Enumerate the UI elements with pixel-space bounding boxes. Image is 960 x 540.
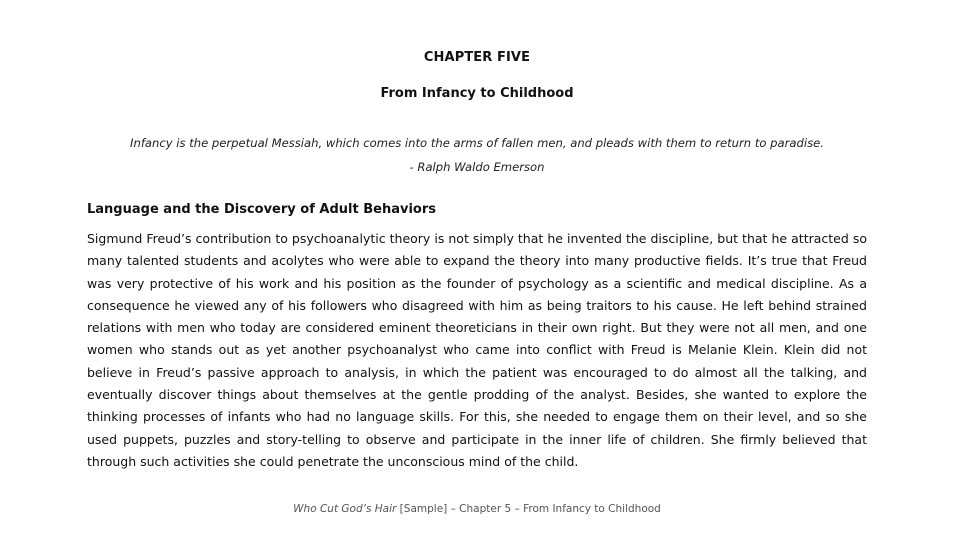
footer-book-title: Who Cut God’s Hair bbox=[293, 503, 397, 515]
epigraph-quote: Infancy is the perpetual Messiah, which comes into the arms of fallen men, and pleads with them to return to paradise. bbox=[130, 136, 824, 150]
body-paragraph: Sigmund Freud’s contribution to psychoanalytic theory is not simply that he invented the discipline, but that he attracted so many talented students and acolytes who were able to expand the theory into many productive fields. It’s true that Freud was very protective of his work and his position as the founder of psychology as a scientific and medical discipline. As a consequence he viewed any of his followers who disagreed with him as being traitors to his cause. He left behind strained relations with men who today are considered eminent theoreticians in their own right. But they were not all men, and one women who stands out as yet another psychoanalyst who came into conflict with Freud is Melanie Klein. Klein did not believe in Freud’s passive approach to analysis, in which the patient was encouraged to do almost all the talking, and eventually discover things about themselves at the gentle prodding of the analyst. Besides, she wanted to explore the thinking processes of infants who had no language skills. For this, she needed to engage them on their level, and so she used puppets, puzzles and story-telling to observe and participate in the inner life of children. She firmly believed that through such activities she could penetrate the unconscious mind of the child. bbox=[87, 231, 867, 469]
footer-chapter-info: [Sample] – Chapter 5 – From Infancy to Childhood bbox=[396, 503, 661, 515]
chapter-title: From Infancy to Childhood bbox=[380, 86, 574, 101]
page-footer bbox=[0, 503, 954, 515]
epigraph-author: - Ralph Waldo Emerson bbox=[409, 160, 545, 174]
section-heading: Language and the Discovery of Adult Behaviors bbox=[87, 202, 436, 217]
chapter-number: CHAPTER FIVE bbox=[423, 50, 531, 65]
